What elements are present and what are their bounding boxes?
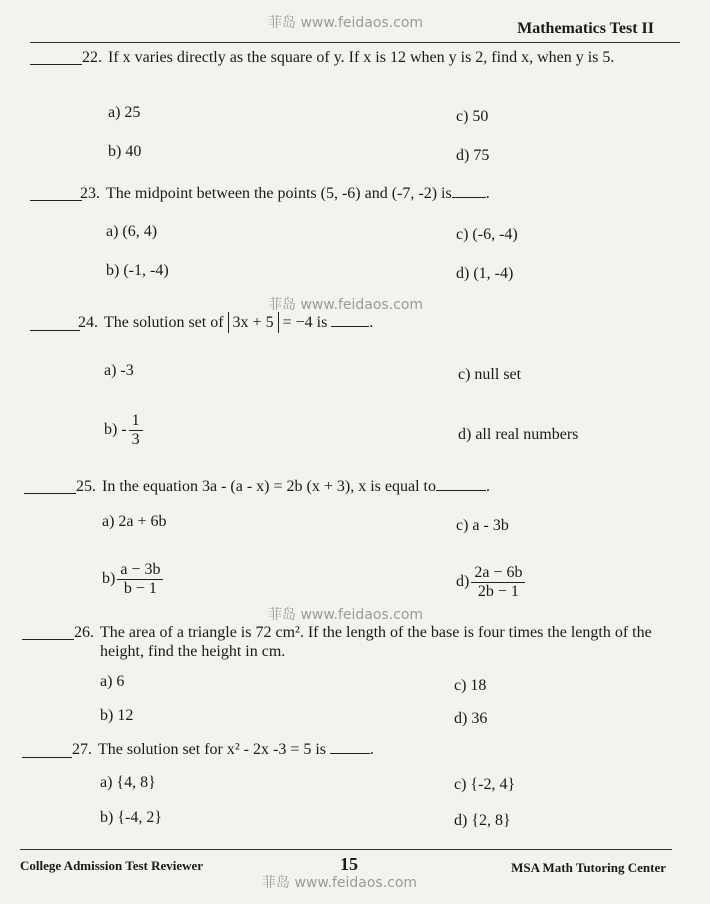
question-number: 24. [78,314,98,331]
answer-blank[interactable] [30,64,82,65]
option-c[interactable]: c) a - 3b [456,517,509,534]
question-text: The solution set for x² - 2x -3 = 5 is . [98,741,375,758]
option-c[interactable]: c) 18 [454,677,487,694]
option-c[interactable]: c) (-6, -4) [456,226,518,243]
option-c[interactable]: c) 50 [456,108,489,125]
question-text: In the equation 3a - (a - x) = 2b (x + 3), x is equal to . [102,478,490,495]
option-a[interactable]: a) 6 [100,673,125,690]
absolute-value-expression: 3x + 5 [228,312,279,333]
answer-blank[interactable] [22,639,74,640]
answer-blank[interactable] [30,330,80,331]
question-number: 23. [80,185,100,202]
header-rule [30,42,680,43]
option-b[interactable]: b) - $\frac{1}{3}$ [104,412,143,449]
question-number: 25. [76,478,96,495]
answer-blank[interactable] [22,757,72,758]
footer-publisher: MSA Math Tutoring Center [511,860,666,875]
option-a[interactable]: a) {4, 8} [100,774,156,791]
option-d[interactable]: d) 75 [456,147,490,164]
option-b[interactable]: b) $\frac{a - 3b}{b - 1}$ [102,561,163,598]
option-b[interactable]: b) 40 [108,143,142,160]
question-number: 27. [72,741,92,758]
inline-answer-blank[interactable] [330,753,370,754]
watermark: 菲岛 www.feidaos.com [268,15,424,31]
footer-book-title: College Admission Test Reviewer [20,858,204,873]
watermark: 菲岛 www.feidaos.com [262,875,418,891]
page-number: 15 [340,854,358,874]
question-text: If x varies directly as the square of y. If x is 12 when y is 2, find x, when y is 5. [108,49,615,66]
footer-rule [20,849,672,850]
watermark: 菲岛 www.feidaos.com [268,607,424,623]
inline-answer-blank[interactable] [452,197,486,198]
watermark: 菲岛 www.feidaos.com [268,297,424,313]
question-text: The area of a triangle is 72 cm². If the length of the base is four times the length of the height, find the height in cm. [100,624,652,660]
option-b[interactable]: b) (-1, -4) [106,262,169,279]
option-a[interactable]: a) 2a + 6b [102,513,167,530]
inline-answer-blank[interactable] [436,490,486,491]
question-number: 26. [74,624,94,641]
page-title: Mathematics Test II [517,20,654,37]
option-d[interactable]: d) (1, -4) [456,265,514,282]
fraction: $\frac{a - 3b}{b - 1}$ [117,561,163,598]
inline-answer-blank[interactable] [331,326,369,327]
question-text: The solution set of 3x + 5 = −4 is . [104,314,374,331]
option-a[interactable]: a) 25 [108,104,141,121]
option-a[interactable]: a) (6, 4) [106,223,158,240]
option-d[interactable]: d) $\frac{2a - 6b}{2b - 1}$ [456,564,525,601]
option-b[interactable]: b) {-4, 2} [100,809,163,826]
answer-blank[interactable] [24,493,76,494]
option-d[interactable]: d) 36 [454,710,488,727]
option-d[interactable]: d) all real numbers [458,426,579,443]
question-number: 22. [82,49,102,66]
option-c[interactable]: c) null set [458,366,522,383]
option-a[interactable]: a) -3 [104,362,134,379]
fraction: $\frac{2a - 6b}{2b - 1}$ [471,564,525,601]
fraction: $\frac{1}{3}$ [129,412,143,449]
option-b[interactable]: b) 12 [100,707,134,724]
question-text: The midpoint between the points (5, -6) and (-7, -2) is . [106,185,490,202]
option-d[interactable]: d) {2, 8} [454,812,511,829]
answer-blank[interactable] [30,200,82,201]
option-c[interactable]: c) {-2, 4} [454,776,516,793]
